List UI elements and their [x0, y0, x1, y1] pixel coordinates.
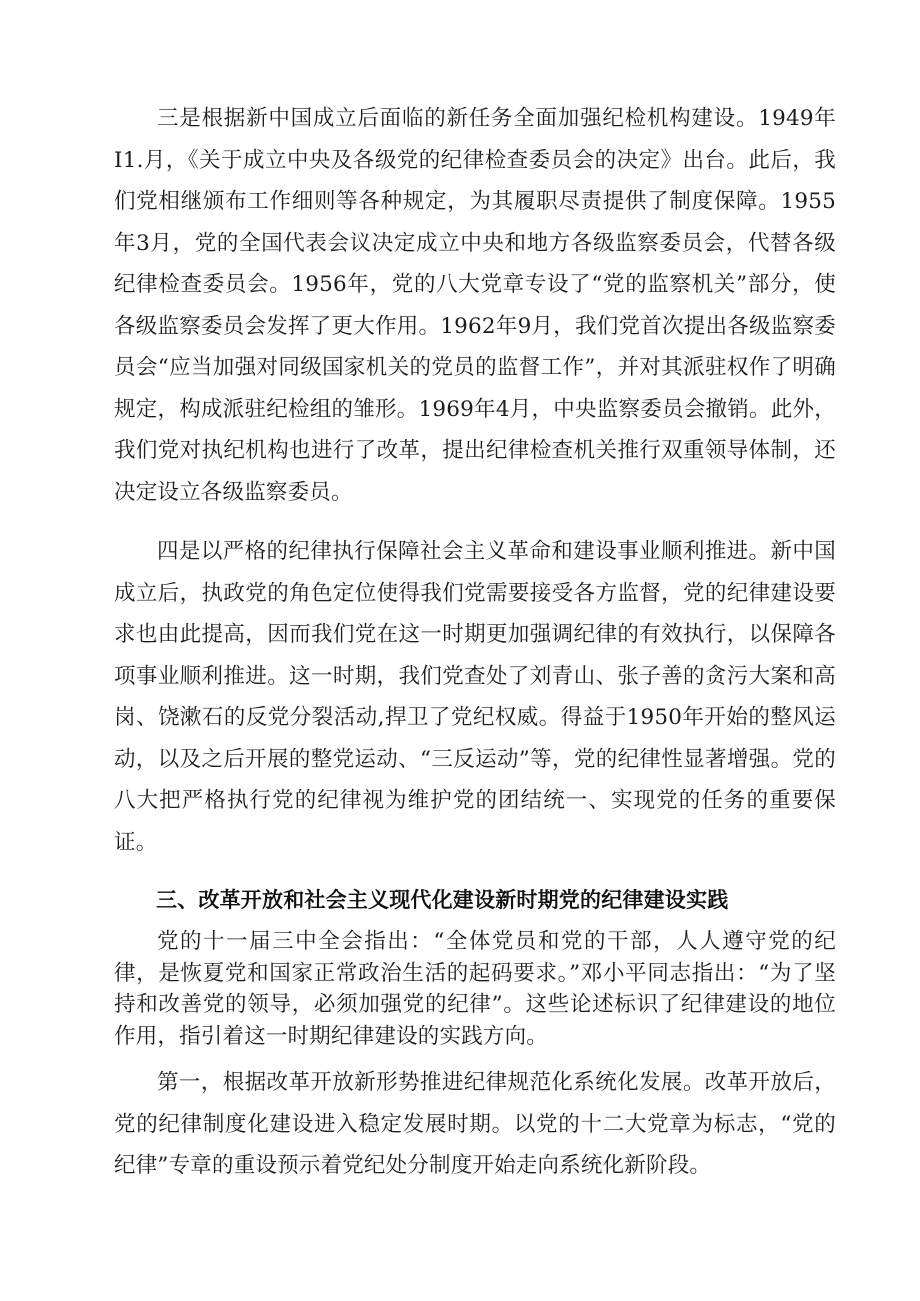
paragraph-discipline-inspection-bodies: 三是根据新中国成立后面临的新任务全面加强纪检机构建设。1949年I1.月，《关于成立中央及各级党的纪律检查委员会的决定》出台。此后，我们党相继颁布工作细则等各种规定，为其履职尽责提供了制度保障。1955年3月，党的全国代表会议决定成立中央和地方各级监察委员会，代替各级纪律检查委员会。1956年，党的八大党章专设了“党的监察机关”部分，使各级监察委员会发挥了更大作用。1962年9月，我们党首次提出各级监察委员会“应当加强对同级国家机关的党员的监督工作”，并对其派驻权作了明确规定，构成派驻纪检组的雏形。1969年4月，中央监察委员会撤销。此外，我们党对执纪机构也进行了改革，提出纪律检查机关推行双重领导体制，还决定设立各级监察委员。	[114, 106, 836, 505]
paragraph-first-standardization: 第一，根据改革开放新形势推进纪律规范化系统化发展。改革开放后，党的纪律制度化建设进入稳定发展时期。以党的十二大党章为标志，“党的纪律”专章的重设预示着党纪处分制度开始走向系统化新阶段。	[114, 1070, 836, 1178]
paragraph-discipline-enforcement: 四是以严格的纪律执行保障社会主义革命和建设事业顺利推进。新中国成立后，执政党的角色定位使得我们党需要接受各方监督，党的纪律建设要求也由此提高，因而我们党在这一时期更加强调纪律的有效执行，以保障各项事业顺利推进。这一时期，我们党查处了刘青山、张子善的贪污大案和高岗、饶漱石的反党分裂活动,捍卫了党纪权威。得益于1950年开始的整风运动，以及之后开展的整党运动、“三反运动”等，党的纪律性显著增强。党的八大把严格执行党的纪律视为维护党的团结统一、实现党的任务的重要保证。	[114, 539, 836, 855]
paragraph-third-plenum-quotes: 党的十一届三中全会指出：“全体党员和党的干部，人人遵守党的纪律，是恢夏党和国家正常政治生活的起码要求。”邓小平同志指出：“为了坚持和改善党的领导，必须加强党的纪律”。这些论述标识了纪律建设的地位作用，指引着这一时期纪律建设的实践方向。	[114, 929, 836, 1049]
section-heading-reform-era: 三、改革开放和社会主义现代化建设新时期党的纪律建设实践	[156, 888, 729, 912]
